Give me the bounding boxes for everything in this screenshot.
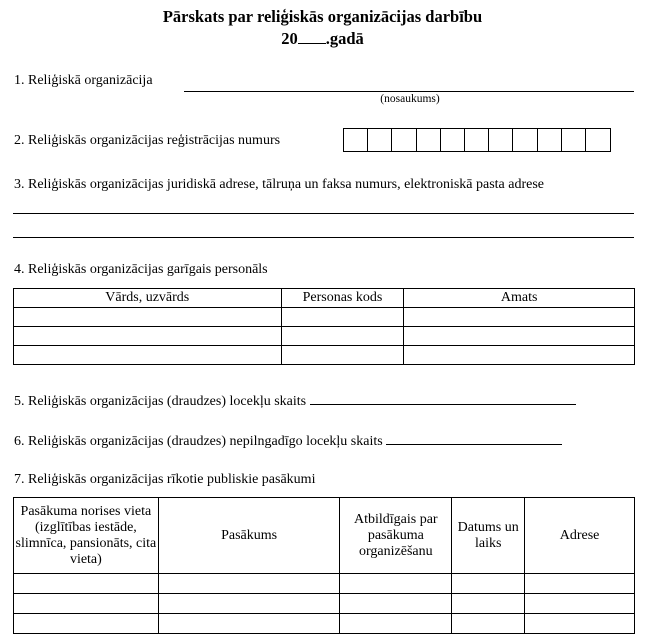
col-header-event: Pasākums: [158, 498, 340, 574]
q6-minor-count-field[interactable]: [386, 431, 562, 445]
table-cell[interactable]: [525, 594, 635, 614]
reg-digit-box[interactable]: [465, 129, 489, 151]
table-cell[interactable]: [452, 594, 525, 614]
reg-digit-box[interactable]: [586, 129, 610, 151]
table-cell[interactable]: [158, 574, 340, 594]
table-cell[interactable]: [404, 346, 635, 365]
reg-digit-box[interactable]: [392, 129, 416, 151]
reg-digit-box[interactable]: [344, 129, 368, 151]
table-cell[interactable]: [14, 308, 282, 327]
table-cell[interactable]: [404, 327, 635, 346]
table-header-row: [14, 289, 635, 308]
table-cell[interactable]: [14, 614, 159, 634]
col-header-position: Amats: [404, 289, 635, 308]
table-row: [14, 594, 635, 614]
q4-label: 4. Reliģiskās organizācijas garīgais personāls: [14, 262, 268, 277]
q7-events-table: [13, 497, 635, 634]
year-prefix: 20: [281, 29, 298, 48]
table-cell[interactable]: [340, 594, 452, 614]
col-header-name: Vārds, uzvārds: [14, 289, 282, 308]
table-header-row: [14, 498, 635, 574]
q6-label: 6. Reliģiskās organizācijas (draudzes) nepilngadīgo locekļu skaits: [14, 434, 383, 449]
col-header-venue: Pasākuma norises vieta (izglītības iestāde, slimnīca, pansionāts, cita vieta): [14, 498, 159, 574]
reg-digit-box[interactable]: [538, 129, 562, 151]
table-row: [14, 308, 635, 327]
table-row: [14, 574, 635, 594]
table-cell[interactable]: [158, 614, 340, 634]
q2-registration-number-boxes[interactable]: [343, 128, 611, 152]
reg-digit-box[interactable]: [513, 129, 537, 151]
table-cell[interactable]: [525, 574, 635, 594]
table-cell[interactable]: [14, 594, 159, 614]
table-cell[interactable]: [158, 594, 340, 614]
document-title: Pārskats par reliģiskās organizācijas darbību: [162, 7, 483, 26]
table-cell[interactable]: [281, 346, 404, 365]
col-header-date-time: Datums un laiks: [452, 498, 525, 574]
q7-label: 7. Reliģiskās organizācijas rīkotie publiskie pasākumi: [14, 472, 316, 487]
table-row: [14, 327, 635, 346]
q6-row: [14, 431, 562, 450]
year-blank[interactable]: [298, 29, 326, 44]
table-cell[interactable]: [14, 346, 282, 365]
col-header-address: Adrese: [525, 498, 635, 574]
reg-digit-box[interactable]: [489, 129, 513, 151]
table-cell[interactable]: [404, 308, 635, 327]
q1-label: 1. Reliģiskā organizācija: [14, 73, 153, 88]
table-row: [14, 346, 635, 365]
q5-label: 5. Reliģiskās organizācijas (draudzes) locekļu skaits: [14, 394, 307, 409]
col-header-organizer: Atbildīgais par pasākuma organizēšanu: [340, 498, 452, 574]
reg-digit-box[interactable]: [368, 129, 392, 151]
q1-name-field[interactable]: [184, 91, 634, 92]
table-cell[interactable]: [281, 327, 404, 346]
q1-caption: (nosaukums): [380, 93, 440, 105]
reg-digit-box[interactable]: [441, 129, 465, 151]
q3-address-line-1[interactable]: [13, 213, 634, 214]
year-suffix: .gadā: [325, 29, 364, 48]
reg-digit-box[interactable]: [417, 129, 441, 151]
table-cell[interactable]: [340, 574, 452, 594]
table-cell[interactable]: [14, 574, 159, 594]
table-cell[interactable]: [452, 614, 525, 634]
q5-member-count-field[interactable]: [310, 391, 576, 405]
table-cell[interactable]: [281, 308, 404, 327]
table-row: [14, 614, 635, 634]
col-header-personal-code: Personas kods: [281, 289, 404, 308]
q2-label: 2. Reliģiskās organizācijas reģistrācijas numurs: [14, 133, 281, 148]
table-cell[interactable]: [525, 614, 635, 634]
table-cell[interactable]: [452, 574, 525, 594]
q4-staff-table: [13, 288, 635, 365]
q3-address-line-2[interactable]: [13, 237, 634, 238]
reg-digit-box[interactable]: [562, 129, 586, 151]
document-year-line: [0, 29, 645, 49]
q3-label: 3. Reliģiskās organizācijas juridiskā adrese, tālruņa un faksa numurs, elektroniskā pasta adrese: [14, 177, 545, 192]
q5-row: [14, 391, 576, 410]
table-cell[interactable]: [14, 327, 282, 346]
table-cell[interactable]: [340, 614, 452, 634]
